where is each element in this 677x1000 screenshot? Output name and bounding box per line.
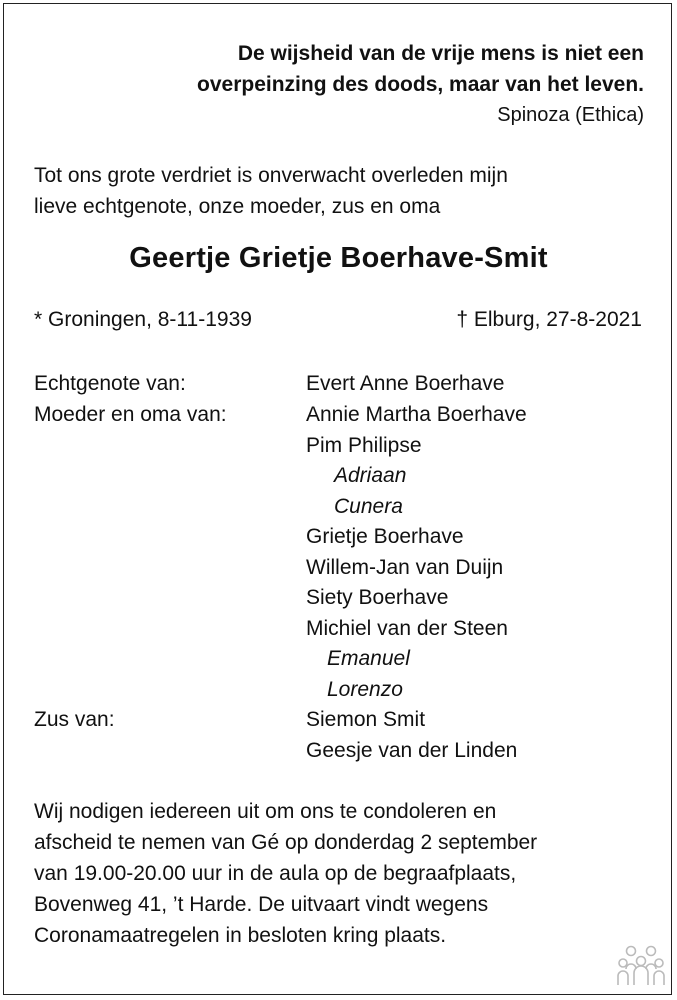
relative-name: Michiel van der Steen (306, 617, 508, 640)
relative-name: Willem-Jan van Duijn (306, 556, 504, 579)
label-sister: Zus van: (34, 708, 115, 731)
closing-line: afscheid te nemen van Gé op donderdag 2 september (34, 831, 538, 854)
intro-line: Tot ons grote verdriet is onverwacht overleden mijn (34, 164, 508, 187)
relative-name: Siety Boerhave (306, 586, 449, 609)
grandchild-name: Adriaan (334, 464, 407, 487)
grandchild-name: Emanuel (327, 647, 410, 670)
relative-name: Geesje van der Linden (306, 739, 518, 762)
grandchild-name: Cunera (334, 495, 403, 518)
closing-line: Wij nodigen iedereen uit om ons te condoleren en (34, 800, 497, 823)
quote-source: Spinoza (Ethica) (497, 104, 644, 126)
closing-line: van 19.00-20.00 uur in de aula op de begraafplaats, (34, 862, 517, 885)
closing-line: Coronamaatregelen in besloten kring plaats. (34, 924, 447, 947)
quote-line: De wijsheid van de vrije mens is niet een (237, 42, 644, 65)
grandchild-name: Lorenzo (327, 678, 403, 701)
relative-name: Annie Martha Boerhave (306, 403, 527, 426)
relative-name: Siemon Smit (306, 708, 426, 731)
label-mother: Moeder en oma van: (34, 403, 227, 426)
people-group-icon (617, 943, 665, 987)
relative-name: Grietje Boerhave (306, 525, 464, 548)
intro-line: lieve echtgenote, onze moeder, zus en oma (34, 195, 441, 218)
relative-name: Pim Philipse (306, 434, 422, 457)
birth-date: * Groningen, 8-11-1939 (34, 308, 252, 331)
quote-block (197, 38, 644, 130)
intro-text (34, 160, 644, 222)
closing-text (34, 796, 654, 951)
quote-line: overpeinzing des doods, maar van het leven. (197, 73, 644, 96)
death-date: † Elburg, 27-8-2021 (456, 308, 642, 331)
label-spouse: Echtgenote van: (34, 372, 186, 395)
deceased-name: Geertje Grietje Boerhave-Smit (129, 242, 548, 274)
relative-name: Evert Anne Boerhave (306, 372, 505, 395)
closing-line: Bovenweg 41, ’t Harde. De uitvaart vindt wegens (34, 893, 489, 916)
